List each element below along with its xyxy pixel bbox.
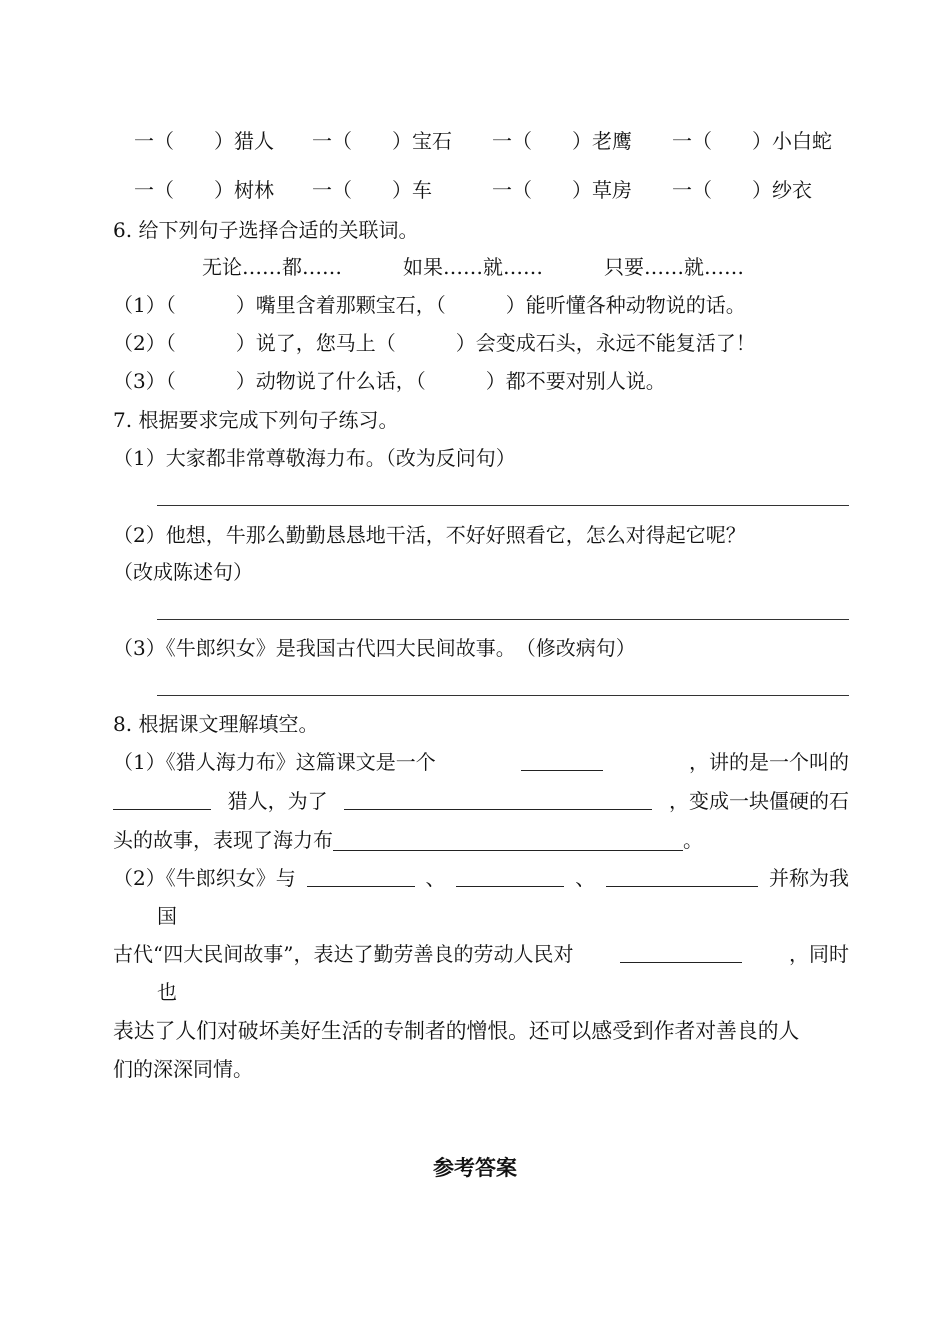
q8-text: 、 (575, 866, 596, 890)
q6-option: 无论……都…… (202, 255, 342, 279)
q7-item: （3）《牛郎织女》是我国古代四大民间故事。 （修改病句） (113, 636, 636, 660)
q8-text: 、 (425, 866, 446, 890)
q8-text: 头的故事，表现了海力布 (113, 828, 333, 852)
answer-line[interactable] (157, 505, 849, 506)
fill-blank[interactable] (521, 748, 603, 771)
q8-title: 8. 根据课文理解填空。 (113, 712, 319, 736)
q6-item: （2）（ ）说了，您马上（ ）会变成石头，永远不能复活了！ (113, 331, 756, 355)
answer-line[interactable] (157, 695, 849, 696)
q8-paragraph-line (113, 826, 703, 854)
fill-blank[interactable] (307, 864, 415, 887)
q8-text: 们的深深同情。 (113, 1057, 253, 1081)
fill-blank[interactable] (333, 828, 683, 851)
measure-word-item: 一（ ）车 (312, 178, 432, 202)
q8-text: ，讲的是一个叫的 (688, 750, 849, 774)
fill-blank[interactable] (456, 864, 564, 887)
q8-text: 。 (683, 828, 703, 852)
measure-word-item: 一（ ）纱衣 (672, 178, 812, 202)
fill-blank[interactable] (606, 864, 758, 887)
q8-text: 国 (157, 904, 177, 928)
q7-title: 7. 根据要求完成下列句子练习。 (113, 408, 399, 432)
q6-item: （1）（ ）嘴里含着那颗宝石，（ ）能听懂各种动物说的话。 (113, 293, 746, 317)
measure-word-item: 一（ ）树林 (134, 178, 274, 202)
measure-word-item: 一（ ）小白蛇 (672, 129, 832, 153)
answers-heading: 参考答案 (433, 1155, 517, 1180)
q6-option: 只要……就…… (604, 255, 744, 279)
q6-option: 如果……就…… (403, 255, 543, 279)
q8-paragraph-line (113, 940, 849, 968)
q8-text: 古代“四大民间故事”，表达了勤劳善良的劳动人民对 (113, 942, 574, 966)
fill-blank[interactable] (344, 787, 652, 810)
q8-text: 猎人，为了 (227, 789, 328, 813)
measure-word-item: 一（ ）宝石 (312, 129, 452, 153)
q7-item-continued: （改成陈述句） (113, 560, 253, 584)
answer-line[interactable] (157, 619, 849, 620)
q8-text: （1）《猎人海力布》这篇课文是一个 (113, 750, 436, 774)
measure-word-item: 一（ ）猎人 (134, 129, 274, 153)
q8-text: ，变成一块僵硬的石 (668, 789, 849, 813)
fill-blank[interactable] (620, 940, 742, 963)
measure-word-item: 一（ ）老鹰 (492, 129, 632, 153)
q8-text: 并称为我 (768, 866, 849, 890)
q8-text: 也 (157, 980, 177, 1004)
q8-paragraph-line (113, 864, 849, 892)
fill-blank[interactable] (113, 787, 211, 810)
q8-text: （2）《牛郎织女》与 (113, 866, 296, 890)
q8-paragraph-line (113, 748, 849, 776)
q7-item: （1）大家都非常尊敬海力布。（改为反问句） (113, 446, 516, 470)
q8-text: 表达了人们对破坏美好生活的专制者的憎恨。还可以感受到作者对善良的人 (113, 1019, 800, 1043)
q6-title: 6. 给下列句子选择合适的关联词。 (113, 218, 419, 242)
q6-item: （3）（ ）动物说了什么话，（ ）都不要对别人说。 (113, 369, 666, 393)
q7-item: （2）他想，牛那么勤勤恳恳地干活，不好好照看它，怎么对得起它呢？ (113, 523, 746, 547)
q8-text: ，同时 (788, 942, 849, 966)
q8-paragraph-line (113, 787, 849, 815)
measure-word-item: 一（ ）草房 (492, 178, 632, 202)
